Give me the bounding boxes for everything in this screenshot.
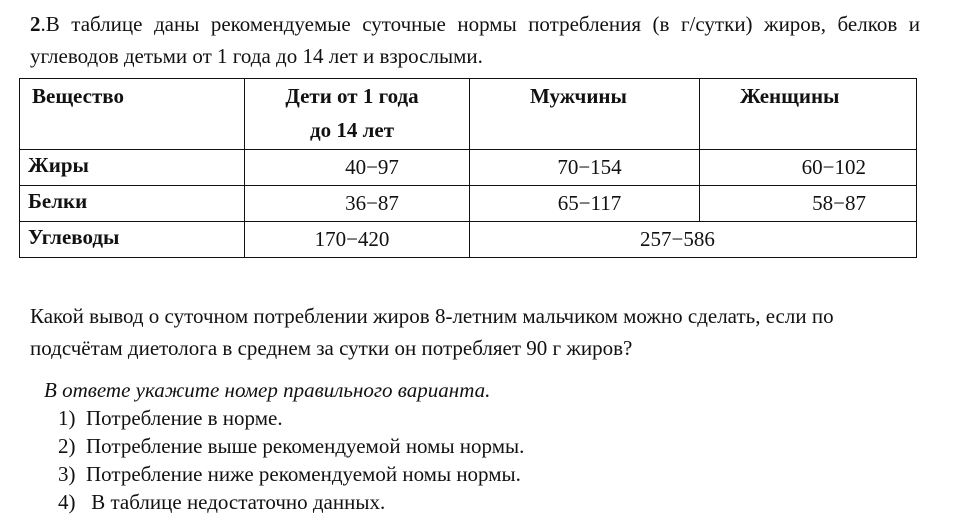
- task-intro-text: .В таблице даны рекомендуемые суточные нормы потребления (в г/сутки) жиров, белков и углеводов детьми от 1 года до 14 лет и взрослыми.: [30, 12, 920, 68]
- cell-men: 70−154: [470, 150, 700, 186]
- table-row: [20, 186, 917, 222]
- cell-men: 65−117: [470, 186, 700, 222]
- cell-children: 170−420: [245, 222, 470, 258]
- answer-option: 4) В таблице недостаточно данных.: [58, 490, 386, 514]
- header-women: Женщины: [700, 79, 917, 150]
- header-substance: Вещество: [20, 79, 245, 150]
- header-men: Мужчины: [470, 79, 700, 150]
- cell-children: 36−87: [245, 186, 470, 222]
- cell-children: 40−97: [245, 150, 470, 186]
- table-row: [20, 150, 917, 186]
- row-name: Углеводы: [20, 222, 245, 258]
- answer-option: 3) Потребление ниже рекомендуемой номы нормы.: [58, 462, 521, 486]
- header-children: [245, 79, 470, 150]
- answer-option: 2) Потребление выше рекомендуемой номы нормы.: [58, 434, 525, 458]
- norms-table: [19, 78, 917, 258]
- answer-options: [58, 404, 524, 516]
- answer-instruction: В ответе укажите номер правильного варианта.: [44, 378, 491, 402]
- task-intro: [30, 8, 920, 72]
- answer-option: 1) Потребление в норме.: [58, 406, 283, 430]
- header-children-line1: Дети от 1 года: [285, 84, 419, 108]
- question-text: Какой вывод о суточном потреблении жиров 8-летним мальчиком можно сделать, если по подсчётам диетолога в среднем за сутки он потребляет 90 г жиров?: [30, 304, 834, 360]
- cell-women: 58−87: [700, 186, 917, 222]
- task-number: 2: [30, 12, 41, 36]
- cell-adults: 257−586: [470, 222, 917, 258]
- row-name: Белки: [20, 186, 245, 222]
- header-children-line2: до 14 лет: [309, 118, 395, 142]
- cell-women: 60−102: [700, 150, 917, 186]
- row-name: Жиры: [20, 150, 245, 186]
- table-header-row: [20, 79, 917, 150]
- table-row: [20, 222, 917, 258]
